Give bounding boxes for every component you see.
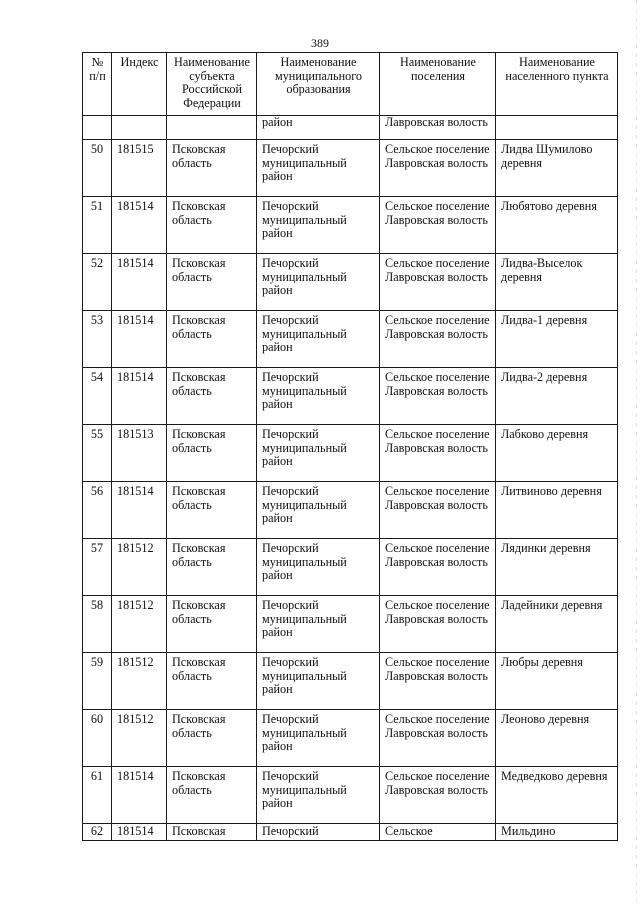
table-row bbox=[83, 539, 618, 596]
cell-settlement: Сельское поселение Лавровская волость bbox=[380, 653, 496, 710]
cell-subject: Псковская область bbox=[167, 254, 257, 311]
table-row bbox=[83, 140, 618, 197]
cell-num bbox=[83, 116, 112, 140]
cell-subject: Псковская bbox=[167, 824, 257, 841]
cell-index: 181514 bbox=[112, 197, 167, 254]
header-num: № п/п bbox=[83, 53, 112, 116]
table-header bbox=[83, 53, 618, 116]
cell-locality: Лидва-2 деревня bbox=[496, 368, 618, 425]
cell-num: 51 bbox=[83, 197, 112, 254]
cell-locality: Лидва Шумилово деревня bbox=[496, 140, 618, 197]
cell-settlement: Сельское поселение Лавровская волость bbox=[380, 425, 496, 482]
cell-num: 57 bbox=[83, 539, 112, 596]
cell-index: 181512 bbox=[112, 596, 167, 653]
cell-municipality: Печорский муниципальный район bbox=[257, 368, 380, 425]
header-locality: Наименование населенного пункта bbox=[496, 53, 618, 116]
cell-settlement: Сельское поселение Лавровская волость bbox=[380, 254, 496, 311]
cell-index: 181514 bbox=[112, 482, 167, 539]
cell-municipality: район bbox=[257, 116, 380, 140]
table-row bbox=[83, 710, 618, 767]
header-row bbox=[83, 53, 618, 116]
cell-municipality: Печорский муниципальный район bbox=[257, 140, 380, 197]
cell-locality: Лидва-1 деревня bbox=[496, 311, 618, 368]
cell-index: 181512 bbox=[112, 539, 167, 596]
cell-num: 58 bbox=[83, 596, 112, 653]
cell-locality: Лабково деревня bbox=[496, 425, 618, 482]
cell-locality: Лидва-Выселок деревня bbox=[496, 254, 618, 311]
cell-num: 54 bbox=[83, 368, 112, 425]
cell-municipality: Печорский муниципальный район bbox=[257, 311, 380, 368]
cell-settlement: Сельское поселение Лавровская волость bbox=[380, 140, 496, 197]
cell-subject: Псковская область bbox=[167, 596, 257, 653]
cell-settlement: Сельское bbox=[380, 824, 496, 841]
table-row-last bbox=[83, 824, 618, 841]
cell-settlement: Сельское поселение Лавровская волость bbox=[380, 710, 496, 767]
page-number: 389 bbox=[311, 36, 329, 50]
cell-index: 181512 bbox=[112, 710, 167, 767]
cell-num: 50 bbox=[83, 140, 112, 197]
cell-settlement: Сельское поселение Лавровская волость bbox=[380, 197, 496, 254]
cell-settlement: Сельское поселение Лавровская волость bbox=[380, 539, 496, 596]
settlements-table bbox=[82, 52, 618, 841]
cell-num: 61 bbox=[83, 767, 112, 824]
cell-index bbox=[112, 116, 167, 140]
cell-municipality: Печорский муниципальный район bbox=[257, 425, 380, 482]
cell-municipality: Печорский муниципальный район bbox=[257, 596, 380, 653]
cell-index: 181514 bbox=[112, 254, 167, 311]
cell-subject: Псковская область bbox=[167, 653, 257, 710]
table-row bbox=[83, 368, 618, 425]
cell-index: 181514 bbox=[112, 368, 167, 425]
cell-index: 181512 bbox=[112, 653, 167, 710]
scan-edge-artifact bbox=[636, 0, 637, 905]
cell-locality: Ладейники деревня bbox=[496, 596, 618, 653]
table-row bbox=[83, 425, 618, 482]
cell-locality: Литвиново деревня bbox=[496, 482, 618, 539]
cell-locality: Мильдино bbox=[496, 824, 618, 841]
cell-locality: Медведково деревня bbox=[496, 767, 618, 824]
table-body bbox=[83, 116, 618, 841]
table-row bbox=[83, 197, 618, 254]
cell-subject: Псковская область bbox=[167, 539, 257, 596]
cell-subject: Псковская область bbox=[167, 710, 257, 767]
cell-num: 52 bbox=[83, 254, 112, 311]
header-settlement: Наименование поселения bbox=[380, 53, 496, 116]
cell-municipality: Печорский муниципальный район bbox=[257, 482, 380, 539]
cell-settlement: Сельское поселение Лавровская волость bbox=[380, 311, 496, 368]
cell-municipality: Печорский муниципальный район bbox=[257, 197, 380, 254]
cell-settlement: Лавровская волость bbox=[380, 116, 496, 140]
cell-settlement: Сельское поселение Лавровская волость bbox=[380, 596, 496, 653]
cell-municipality: Печорский муниципальный район bbox=[257, 653, 380, 710]
cell-subject: Псковская область bbox=[167, 767, 257, 824]
cell-municipality: Печорский муниципальный район bbox=[257, 767, 380, 824]
cell-locality: Леоново деревня bbox=[496, 710, 618, 767]
cell-subject: Псковская область bbox=[167, 197, 257, 254]
cell-num: 56 bbox=[83, 482, 112, 539]
cell-subject: Псковская область bbox=[167, 140, 257, 197]
table-row bbox=[83, 482, 618, 539]
cell-num: 55 bbox=[83, 425, 112, 482]
cell-index: 181514 bbox=[112, 311, 167, 368]
header-subject: Наименование субъекта Российской Федерации bbox=[167, 53, 257, 116]
table-row bbox=[83, 653, 618, 710]
header-index: Индекс bbox=[112, 53, 167, 116]
cell-locality: Лядинки деревня bbox=[496, 539, 618, 596]
cell-subject: Псковская область bbox=[167, 482, 257, 539]
table-row bbox=[83, 254, 618, 311]
cell-subject: Псковская область bbox=[167, 311, 257, 368]
cell-municipality: Печорский bbox=[257, 824, 380, 841]
cell-municipality: Печорский муниципальный район bbox=[257, 539, 380, 596]
cell-locality bbox=[496, 116, 618, 140]
cell-settlement: Сельское поселение Лавровская волость bbox=[380, 368, 496, 425]
table-row bbox=[83, 596, 618, 653]
cell-index: 181514 bbox=[112, 824, 167, 841]
header-municipality: Наименование муниципального образования bbox=[257, 53, 380, 116]
cell-num: 53 bbox=[83, 311, 112, 368]
cell-index: 181513 bbox=[112, 425, 167, 482]
cell-locality: Любятово деревня bbox=[496, 197, 618, 254]
continuation-row bbox=[83, 116, 618, 140]
cell-index: 181514 bbox=[112, 767, 167, 824]
table-row bbox=[83, 311, 618, 368]
cell-num: 59 bbox=[83, 653, 112, 710]
cell-municipality: Печорский муниципальный район bbox=[257, 254, 380, 311]
cell-settlement: Сельское поселение Лавровская волость bbox=[380, 767, 496, 824]
cell-subject: Псковская область bbox=[167, 368, 257, 425]
cell-subject bbox=[167, 116, 257, 140]
cell-settlement: Сельское поселение Лавровская волость bbox=[380, 482, 496, 539]
table-row bbox=[83, 767, 618, 824]
cell-locality: Любры деревня bbox=[496, 653, 618, 710]
cell-municipality: Печорский муниципальный район bbox=[257, 710, 380, 767]
cell-num: 60 bbox=[83, 710, 112, 767]
cell-num: 62 bbox=[83, 824, 112, 841]
cell-subject: Псковская область bbox=[167, 425, 257, 482]
cell-index: 181515 bbox=[112, 140, 167, 197]
